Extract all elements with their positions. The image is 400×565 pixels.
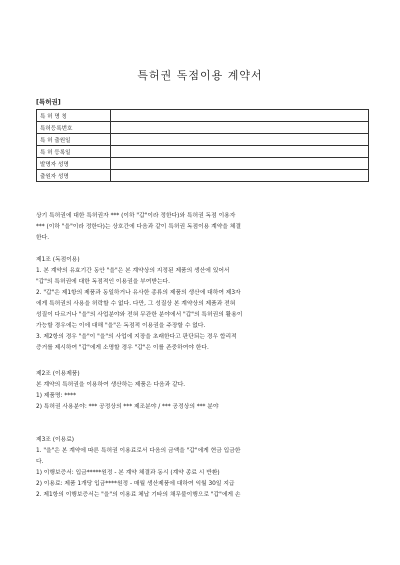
text-line: 3. 제2항의 경우 "을"이 "을"의 사업에 지장을 초래한다고 판단되는 경우 합리적	[36, 334, 237, 340]
text-line: 에게 특허권의 사용을 허락할 수 없다. 다만, 그 성질상 본 계약상의 제품과 전혀	[36, 301, 236, 307]
article-2	[36, 369, 366, 413]
text-line: 한다.	[36, 235, 50, 241]
text-line: 2. "갑"은 제1항의 제품과 동일하거나 유사한 종류의 제품의 생산에 대하여 제3자	[36, 290, 241, 296]
row-value	[111, 158, 369, 170]
text-line: 성질이 다르거나 "을"의 사업분야와 전혀 무관한 분야에서 "갑"의 특허권의 활용이	[36, 312, 243, 318]
text-line: 1. "을"은 본 계약에 따른 특허권 이용료로서 다음의 금액을 "갑"에게 현금 입금한	[36, 448, 241, 454]
section-label: [특허권]	[36, 98, 61, 106]
row-value	[111, 134, 369, 146]
table-row	[37, 146, 369, 158]
table-row	[37, 110, 369, 122]
table-row	[37, 170, 369, 182]
article-heading: 제1조 (독점이용)	[36, 257, 80, 263]
row-label: 특 허 등록일	[37, 146, 111, 158]
row-label: 발명자 성명	[37, 158, 111, 170]
text-line: 2. 제1항의 이행보증서는 "을"의 이용료 체납 기타의 채무불이행으로 "갑"에게 손	[36, 492, 241, 498]
text-line: "갑"의 특허권에 대한 독점적인 이용권을 부여받는다.	[36, 279, 170, 285]
text-line: 다.	[36, 459, 44, 465]
article-3	[36, 435, 366, 501]
row-label: 출원자 성명	[37, 170, 111, 182]
intro-paragraph	[36, 211, 366, 244]
row-value	[111, 122, 369, 134]
article-heading: 제2조 (이용제품)	[36, 371, 80, 377]
article-heading: 제3조 (이용료)	[36, 437, 75, 443]
table-row	[37, 158, 369, 170]
text-line: 1) 제품명: ****	[36, 393, 76, 399]
text-line: 2) 이용료: 제품 1개당 입금****원정 - 매월 생산제품에 대하여 익월 30일 지급	[36, 481, 235, 487]
table-row	[37, 134, 369, 146]
text-line: 증거를 제시하여 "갑"에게 소명할 경우 "갑"은 이를 존중하여야 한다.	[36, 345, 209, 351]
text-line: 상기 특허권에 대한 특허권자 *** (이하 "갑"이라 정한다)와 특허권 독점 이용자	[36, 213, 236, 219]
row-value	[111, 170, 369, 182]
patent-info-table	[36, 109, 369, 182]
text-line: *** (이하 "을"이라 정한다)는 상호간에 다음과 같이 특허권 독점이용 계약을 체결	[36, 224, 241, 230]
text-line: 1. 본 계약의 유효기간 동안 "을"은 본 계약상의 지정된 제품의 생산에 있어서	[36, 268, 230, 274]
text-line: 1) 이행보증서: 입금*****원정 - 본 계약 체결과 동시 (계약 종료 시 반환)	[36, 470, 220, 476]
text-line: 2) 특허권 사용분야: *** 공정상의 *** 제조분야 / *** 공정상의 *** 분야	[36, 404, 219, 410]
document-title: 특허권 독점이용 계약서	[137, 69, 263, 82]
text-line: 본 계약의 특허권을 이용하여 생산하는 제품은 다음과 같다.	[36, 382, 186, 388]
table-row	[37, 122, 369, 134]
article-1	[36, 255, 366, 354]
row-label: 특 허 명 칭	[37, 110, 111, 122]
row-value	[111, 146, 369, 158]
text-line: 가능할 경우에는 이에 대해 "을"은 독점적 이용권을 주장할 수 없다.	[36, 323, 206, 329]
row-label: 특 허 출원일	[37, 134, 111, 146]
row-value	[111, 110, 369, 122]
row-label: 특허등록번호	[37, 122, 111, 134]
